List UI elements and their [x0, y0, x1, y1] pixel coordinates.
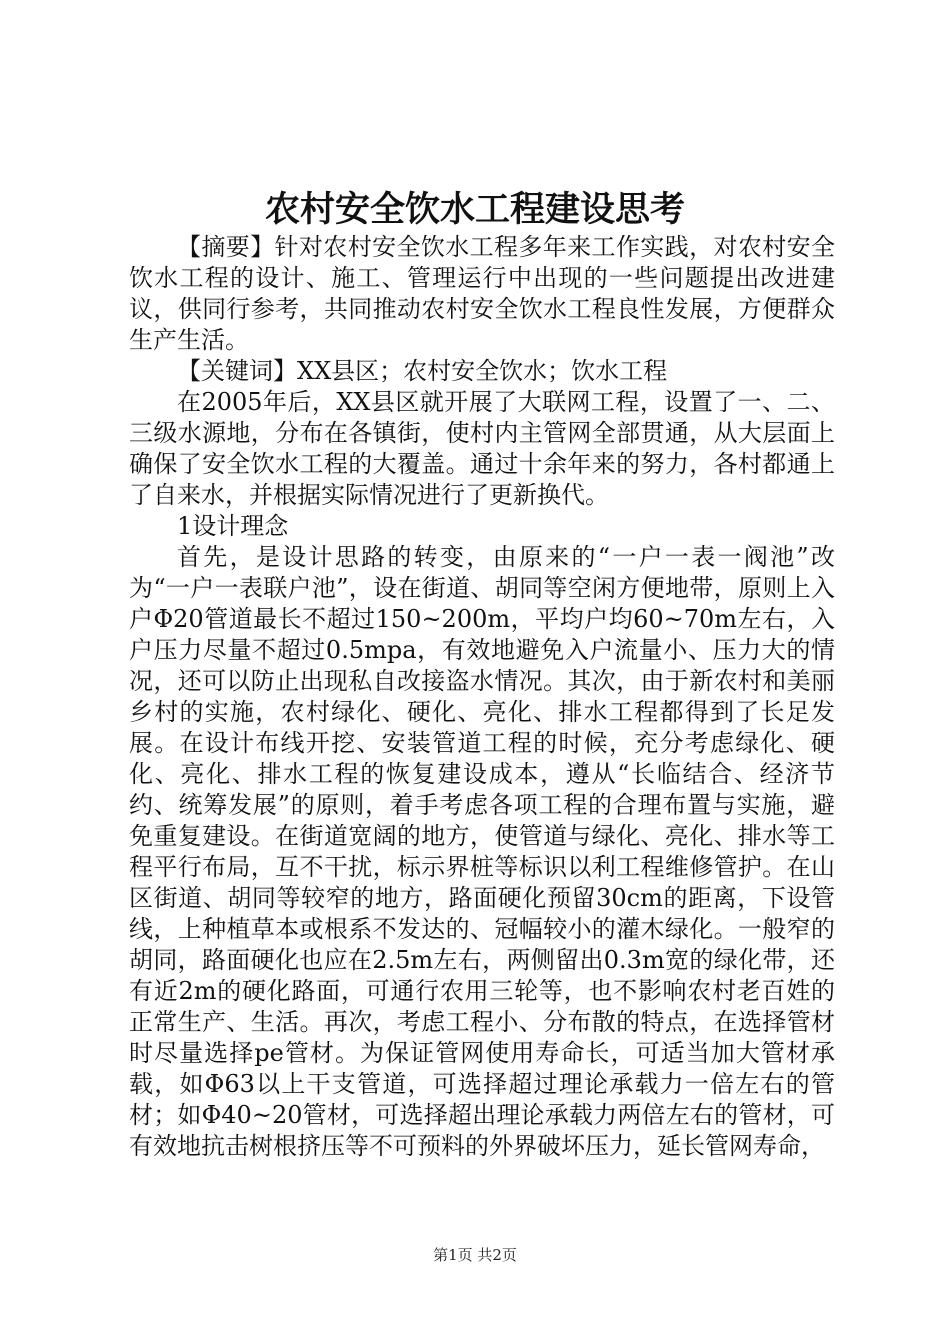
section-body-paragraph: 首先，是设计思路的转变，由原来的“一户一表一阀池”改为“一户一表联户池”，设在街道、胡同等空闲方便地带，原则上入户Φ20管道最长不超过150~200m，平均户均60~70m左右，入户压力尽量不超过0.5mpa，有效地避免入户流量小、压力大的情况，还可以防止出现私自改接盗水情况。其次，由于新农村和美丽乡村的实施，农村绿化、硬化、亮化、排水工程都得到了长足发展。在设计布线开挖、安装管道工程的时候，充分考虑绿化、硬化、亮化、排水工程的恢复建设成本，遵从“长临结合、经济节约、统筹发展”的原则，着手考虑各项工程的合理布置与实施，避免重复建设。在街道宽阔的地方，使管道与绿化、亮化、排水等工程平行布局，互不干扰，标示界桩等标识以利工程维修管护。在山区街道、胡同等较窄的地方，路面硬化预留30cm的距离，下设管线，上种植草本或根系不发达的、冠幅较小的灌木绿化。一般窄的胡同，路面硬化也应在2.5m左右，两侧留出0.3m宽的绿化带，还有近2m的硬化路面，可通行农用三轮等，也不影响农村老百姓的正常生产、生活。再次，考虑工程小、分布散的特点，在选择管材时尽量选择pe管材。为保证管网使用寿命长，可适当加大管材承载，如Φ63以上干支管道，可选择超过理论承载力一倍左右的管材；如Φ40~20管材，可选择超出理论承载力两倍左右的管材，可有效地抗击树根挤压等不可预料的外界破坏压力，延长管网寿命， — [129, 543, 835, 1160]
document-body — [129, 232, 835, 1162]
keywords-paragraph: 【关键词】XX县区；农村安全饮水；饮水工程 — [177, 357, 668, 385]
document-title: 农村安全饮水工程建设思考 — [264, 190, 685, 230]
page-footer: 第1页 共2页 — [433, 1246, 517, 1264]
abstract-paragraph: 【摘要】针对农村安全饮水工程多年来工作实践，对农村安全饮水工程的设计、施工、管理运行中出现的一些问题提出改进建议，供同行参考，共同推动农村安全饮水工程良性发展，方便群众生产生活。 — [129, 233, 835, 354]
section-heading: 1设计理念 — [177, 512, 289, 540]
intro-paragraph: 在2005年后，XX县区就开展了大联网工程，设置了一、二、三级水源地，分布在各镇街，使村内主管网全部贯通，从大层面上确保了安全饮水工程的大覆盖。通过十余年来的努力，各村都通上了自来水，并根据实际情况进行了更新换代。 — [129, 388, 835, 509]
